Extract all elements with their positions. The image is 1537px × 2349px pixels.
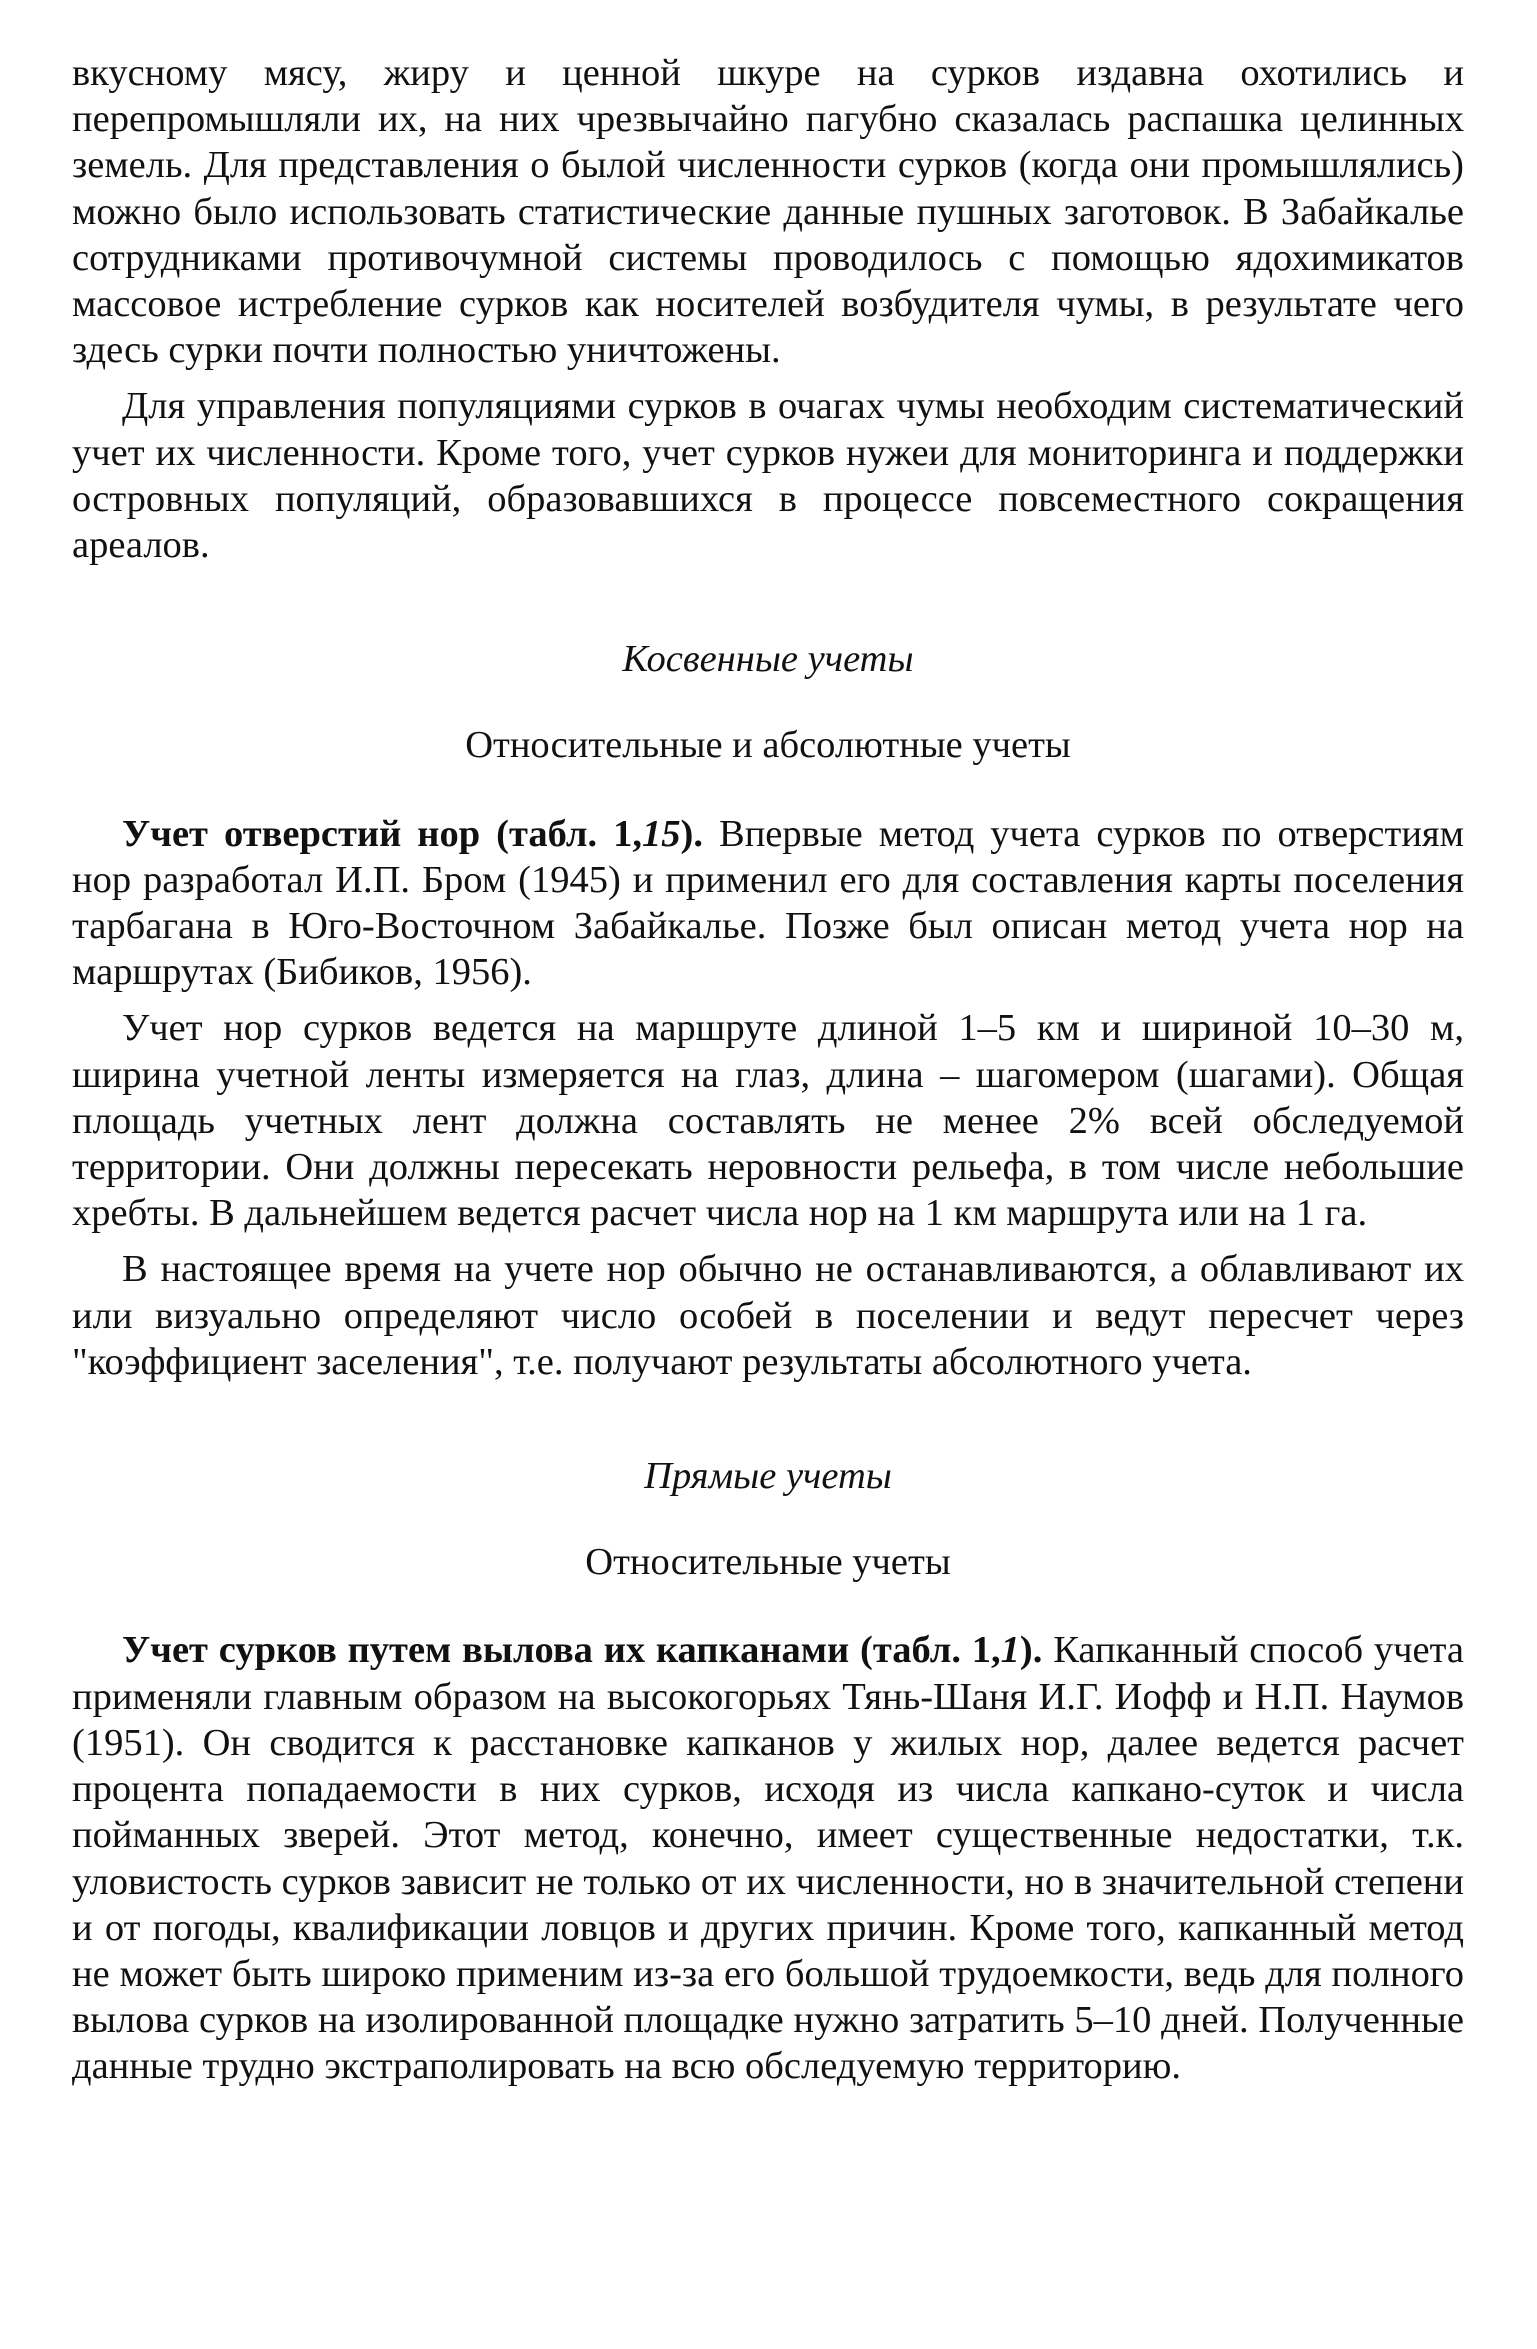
paragraph-intro: вкусному мясу, жиру и ценной шкуре на сурков издавна охотились и перепромышляли их, на них чрезвычайно пагубно сказалась распашка целинных земель. Для представления о былой численности сурков (когда они промышлялись) можно было использовать статистические данные пушных заготовок. В Забайкалье сотрудниками противочумной системы проводилось с помощью ядохимикатов массовое истребление сурков как носителей возбудителя чумы, в результате чего здесь сурки почти полностью уничтожены. <box>72 52 1464 372</box>
paragraph-trap-count <box>72 1627 1464 2089</box>
paragraph-absolute-count: В настоящее время на учете нор обычно не останавливаются, а облавливают их или визуально определяют число особей в поселении и ведут пересчет через "коэффициент заселения", т.е. получают результаты абсолютного учета. <box>72 1248 1464 1383</box>
page-text <box>72 50 1464 2090</box>
trap-count-body: Капканный способ учета применяли главным образом на высокогорьях Тянь-Шаня И.Г. Иофф и Н.П. Наумов (1951). Он сводится к расстановке капканов у жилых нор, далее ведется расчет процента попадаемости в них сурков, исходя из числа капкано-суток и числа пойманных зверей. Этот метод, конечно, имеет существенные недостатки, т.к. уловистость сурков зависит не только от их численности, но в значительной степени и от погоды, квалификации ловцов и других причин. Кроме того, капканный метод не может быть широко применим из-за его большой трудоемкости, ведь для полного вылова сурков на изолированной площадке нужно затратить 5–10 дней. Полученные данные трудно экстраполировать на всю обследуемую территорию. <box>72 1629 1464 2088</box>
section-heading-direct: Прямые учеты <box>644 1455 892 1498</box>
paragraph-burrow-count <box>72 811 1464 996</box>
paragraph-monitoring: Для управления популяциями сурков в очагах чумы необходим систематический учет их численности. Кроме того, учет сурков нужеи для мониторинга и поддержки островных популяций, образовавшихся в процессе повсеместного сокращения ареалов. <box>72 385 1464 567</box>
burrow-count-body: Впервые метод учета сурков по отверстиям нор разработал И.П. Бром (1945) и применил его для составления карты поселения тарбагана в Юго-Восточном Забайкалье. Позже был описан метод учета нор на маршрутах (Бибиков, 1956). <box>72 812 1464 994</box>
section-subheading-relative: Относительные учеты <box>585 1541 951 1584</box>
section-subheading-relative-absolute: Относительные и абсолютные учеты <box>465 724 1071 767</box>
section-heading-indirect: Косвенные учеты <box>622 638 914 681</box>
paragraph-route-method: Учет нор сурков ведется на маршруте длиной 1–5 км и шириной 10–30 м, ширина учетной ленты измеряется на глаз, длина – шагомером (шагами). Общая площадь учетных лент должна составлять не менее 2% всей обследуемой территории. Они должны пересекать неровности рельефа, в том числе небольшие хребты. В дальнейшем ведется расчет числа нор на 1 км маршрута или на 1 га. <box>72 1007 1464 1235</box>
burrow-count-lead: Учет отверстий нор (табл. 1,15). <box>122 812 703 855</box>
trap-count-lead: Учет сурков путем вылова их капканами (табл. 1,1). <box>122 1629 1043 1672</box>
